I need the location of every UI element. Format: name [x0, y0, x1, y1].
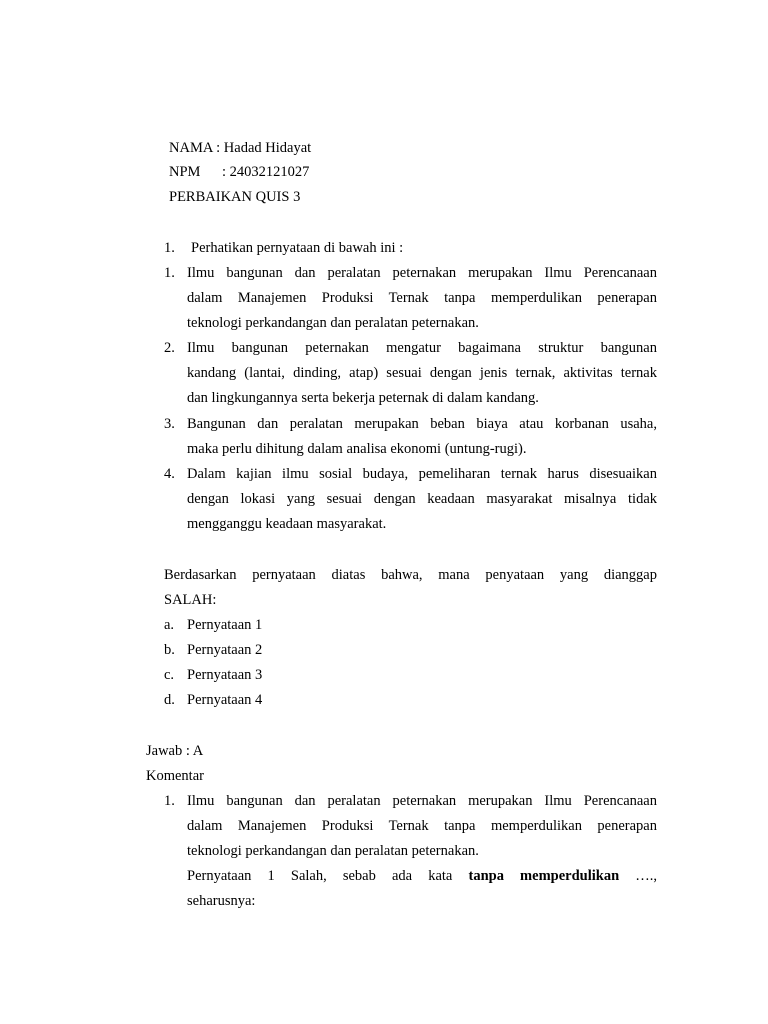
page-title: PERBAIKAN QUIS 3 [169, 189, 301, 205]
statement-line: dengan lokasi yang sesuai dengan keadaan masyarakat misalnya tidak [187, 491, 657, 507]
comment-explanation-end: seharusnya: [187, 893, 256, 909]
explanation-suffix: …., [635, 868, 658, 884]
statement-number: 1. [164, 265, 175, 281]
statement-line: teknologi perkandangan dan peralatan peternakan. [187, 315, 479, 331]
statement-line: dan lingkungannya serta bekerja peternak di dalam kandang. [187, 390, 539, 406]
comment-explanation [187, 867, 657, 885]
comment-heading: Komentar [146, 768, 204, 784]
statement-line: dalam Manajemen Produksi Ternak tanpa memperdulikan penerapan [187, 290, 657, 306]
statement-line: Dalam kajian ilmu sosial budaya, pemeliharan ternak harus disesuaikan [187, 466, 657, 482]
statement-line: mengganggu keadaan masyarakat. [187, 516, 387, 532]
option-text: Pernyataan 3 [187, 667, 263, 683]
option-text: Pernyataan 1 [187, 617, 263, 633]
statement-line: maka perlu dihitung dalam analisa ekonomi (untung-rugi). [187, 441, 527, 457]
explanation-prefix: Pernyataan 1 Salah, sebab ada kata [187, 868, 453, 884]
option-text: Pernyataan 2 [187, 642, 263, 658]
option-text: Pernyataan 4 [187, 692, 263, 708]
npm-label: NPM [169, 164, 201, 180]
option-letter: a. [164, 617, 175, 633]
statement-line: Ilmu bangunan dan peralatan peternakan merupakan Ilmu Perencanaan [187, 265, 657, 281]
question-intro: Perhatikan pernyataan di bawah ini : [191, 240, 404, 256]
answer-line: Jawab : A [146, 743, 204, 759]
option-letter: c. [164, 667, 175, 683]
explanation-bold: tanpa memperdulikan [468, 868, 620, 884]
question-prompt: Berdasarkan pernyataan diatas bahwa, mana penyataan yang dianggap [164, 567, 657, 583]
question-prompt-end: SALAH: [164, 592, 217, 608]
statement-line: kandang (lantai, dinding, atap) sesuai dengan jenis ternak, aktivitas ternak [187, 365, 657, 381]
comment-line: teknologi perkandangan dan peralatan peternakan. [187, 843, 479, 859]
statement-line: Bangunan dan peralatan merupakan beban biaya atau korbanan usaha, [187, 416, 657, 432]
statement-number: 4. [164, 466, 175, 482]
statement-number: 3. [164, 416, 175, 432]
question-number: 1. [164, 240, 175, 256]
option-letter: d. [164, 692, 175, 708]
npm-value: : 24032121027 [222, 164, 310, 180]
comment-number: 1. [164, 793, 175, 809]
statement-number: 2. [164, 340, 175, 356]
name-line: NAMA : Hadad Hidayat [169, 140, 312, 156]
comment-line: dalam Manajemen Produksi Ternak tanpa memperdulikan penerapan [187, 818, 657, 834]
option-letter: b. [164, 642, 175, 658]
comment-line: Ilmu bangunan dan peralatan peternakan merupakan Ilmu Perencanaan [187, 793, 657, 809]
statement-line: Ilmu bangunan peternakan mengatur bagaimana struktur bangunan [187, 340, 657, 356]
